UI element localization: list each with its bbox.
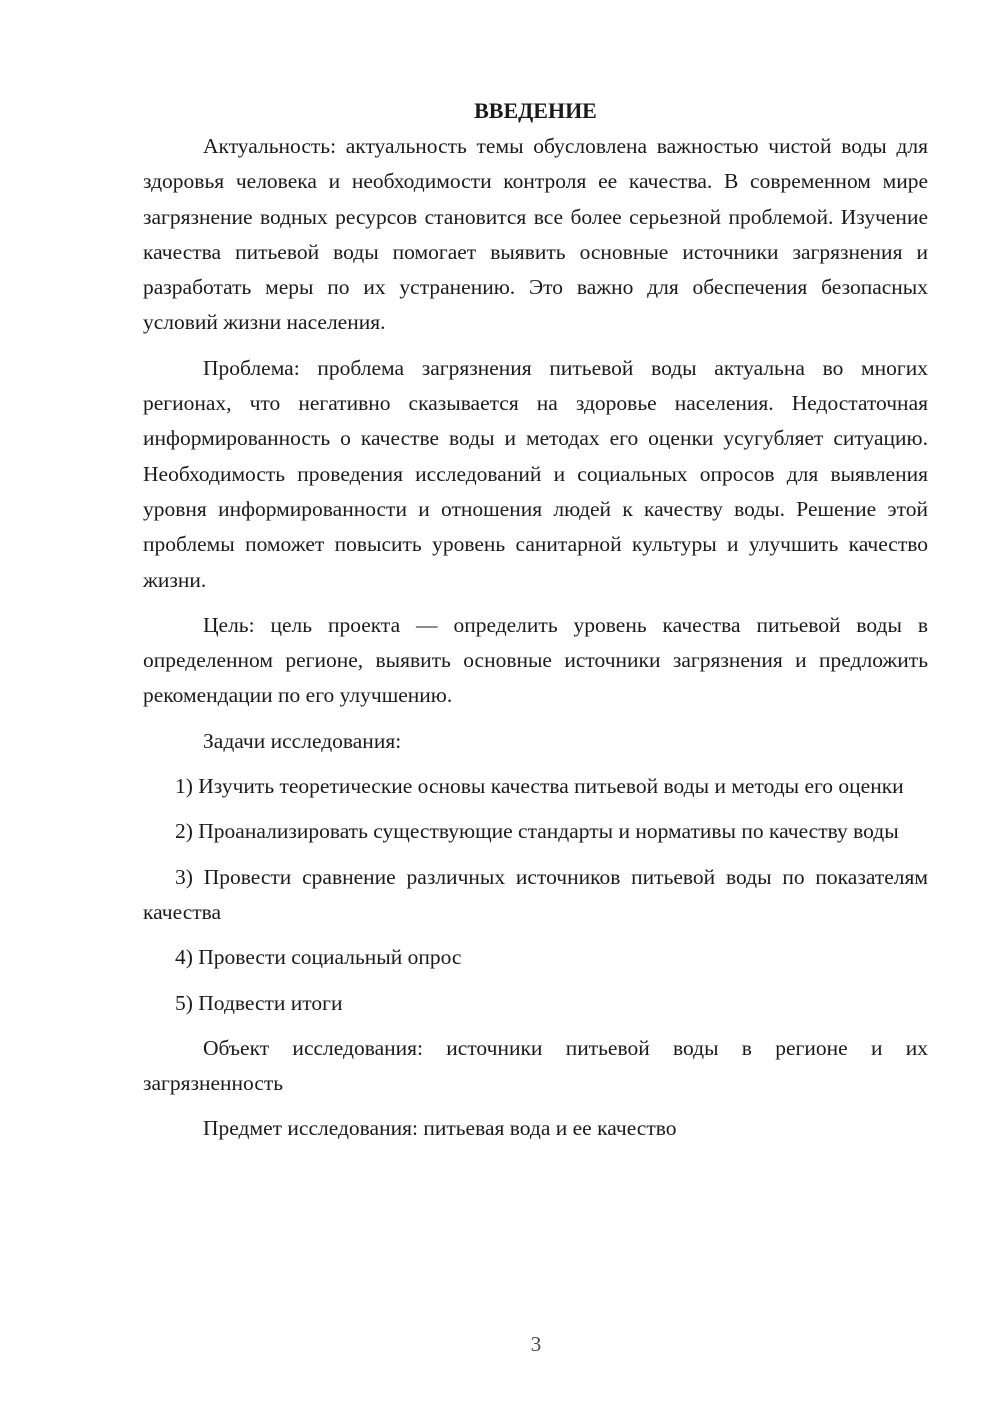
task-item-1: 1) Изучить теоретические основы качества питьевой воды и методы его оценки: [175, 774, 904, 799]
relevance-paragraph: Актуальность: актуальность темы обусловлена важностью чистой воды для здоровья человека и необходимости контроля ее качества. В современном мире загрязнение водных ресурсов становится все более серьезной проблемой. Изучение качества питьевой воды помогает выявить основные источники загрязнения и разработать меры по их устранению. Это важно для обеспечения безопасных условий жизни населения.: [143, 134, 928, 335]
task-item-4: 4) Провести социальный опрос: [175, 945, 462, 970]
research-subject: Предмет исследования: питьевая вода и ее качество: [203, 1116, 677, 1141]
problem-paragraph: Проблема: проблема загрязнения питьевой воды актуальна во многих регионах, что негативно сказывается на здоровье населения. Недостаточная информированность о качестве воды и методах его оценки усугубляет ситуацию. Необходимость проведения исследований и социальных опросов для выявления уровня информированности и отношения людей к качеству воды. Решение этой проблемы поможет повысить уровень санитарной культуры и улучшить качество жизни.: [143, 355, 928, 592]
page-number: 3: [530, 1332, 542, 1356]
task-item-3: 3) Провести сравнение различных источников питьевой воды по показателям качества: [143, 864, 928, 924]
task-item-2: 2) Проанализировать существующие стандарты и нормативы по качеству воды: [175, 819, 899, 844]
tasks-heading: Задачи исследования:: [203, 728, 402, 753]
research-object: Объект исследования: источники питьевой воды в регионе и их загрязненность: [143, 1035, 928, 1096]
document-page: [143, 96, 928, 1147]
goal-paragraph: Цель: цель проекта — определить уровень качества питьевой воды в определенном регионе, выявить основные источники загрязнения и предложить рекомендации по его улучшению.: [143, 612, 928, 708]
section-title: ВВЕДЕНИЕ: [474, 98, 597, 123]
task-item-5: 5) Подвести итоги: [175, 990, 343, 1015]
